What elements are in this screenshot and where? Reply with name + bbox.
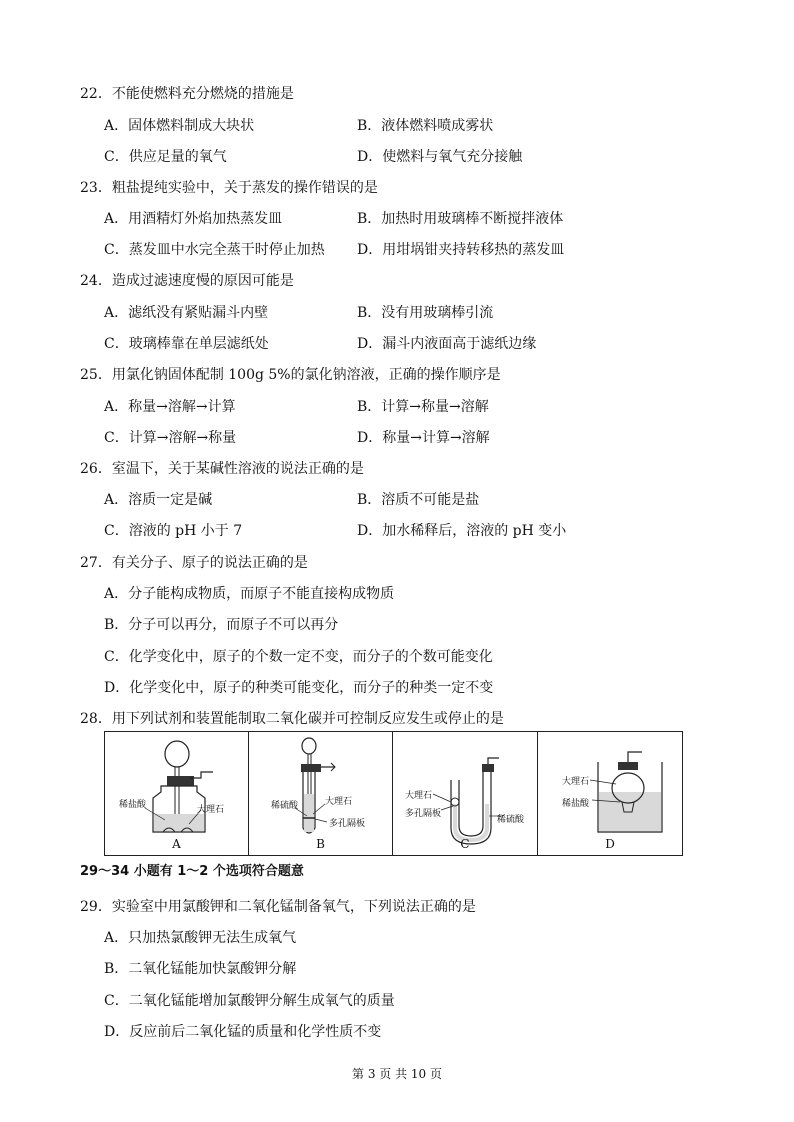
q27-option-c[interactable]: C．化学变化中，原子的个数一定不变，而分子的个数可能变化 xyxy=(104,649,493,665)
label-b-solid: 大理石 xyxy=(325,797,353,807)
q24-option-d[interactable]: D．漏斗内液面高于滤纸边缘 xyxy=(357,336,537,352)
label-d-solid: 大理石 xyxy=(562,777,590,787)
q29-option-a[interactable]: A．只加热氯酸钾无法生成氧气 xyxy=(104,930,297,946)
label-a-acid: 稀盐酸 xyxy=(119,800,147,810)
q26-option-b[interactable]: B．溶质不可能是盐 xyxy=(357,492,480,508)
apparatus-c[interactable] xyxy=(393,732,538,855)
q24-option-c[interactable]: C．玻璃棒靠在单层滤纸处 xyxy=(104,336,269,352)
caption-d: D xyxy=(605,837,615,851)
q24-option-b[interactable]: B．没有用玻璃棒引流 xyxy=(357,305,494,321)
caption-c: C xyxy=(460,837,470,851)
q26-option-d[interactable]: D．加水稀释后，溶液的 pH 变小 xyxy=(357,523,567,539)
q23-option-c[interactable]: C．蒸发皿中水完全蒸干时停止加热 xyxy=(104,242,325,258)
q25-option-c[interactable]: C．计算→溶解→称量 xyxy=(104,430,237,446)
page-footer: 第 3 页 共 10 页 xyxy=(352,1067,442,1081)
apparatus-a[interactable] xyxy=(105,732,249,855)
caption-a: A xyxy=(172,837,181,851)
q25-option-b[interactable]: B．计算→称量→溶解 xyxy=(357,399,489,415)
q27-option-b[interactable]: B．分子可以再分，而原子不可以再分 xyxy=(104,617,339,633)
q23-option-b[interactable]: B．加热时用玻璃棒不断搅拌液体 xyxy=(357,211,564,227)
label-c-plate: 多孔隔板 xyxy=(405,809,442,819)
apparatus-d[interactable] xyxy=(538,732,682,855)
question-29-stem: 29．实验室中用氯酸钾和二氧化锰制备氧气，下列说法正确的是 xyxy=(80,899,476,915)
q26-option-c[interactable]: C．溶液的 pH 小于 7 xyxy=(104,523,243,539)
q29-option-c[interactable]: C．二氧化锰能增加氯酸钾分解生成氧气的质量 xyxy=(104,993,395,1009)
question-26-stem: 26．室温下，关于某碱性溶液的说法正确的是 xyxy=(80,461,364,477)
label-b-acid: 稀硫酸 xyxy=(271,801,299,811)
q25-option-a[interactable]: A．称量→溶解→计算 xyxy=(104,399,236,415)
question-24-stem: 24．造成过滤速度慢的原因可能是 xyxy=(80,273,294,289)
label-b-plate: 多孔隔板 xyxy=(329,819,366,829)
question-28-stem: 28．用下列试剂和装置能制取二氧化碳并可控制反应发生或停止的是 xyxy=(80,711,504,727)
q22-option-c[interactable]: C．供应足量的氧气 xyxy=(104,149,227,165)
q22-option-d[interactable]: D．使燃料与氧气充分接触 xyxy=(357,149,523,165)
section-note: 29～34 小题有 1～2 个选项符合题意 xyxy=(80,864,304,879)
label-c-solid: 大理石 xyxy=(405,791,433,801)
q26-option-a[interactable]: A．溶质一定是碱 xyxy=(104,492,213,508)
question-25-stem: 25．用氯化钠固体配制 100g 5%的氯化钠溶液，正确的操作顺序是 xyxy=(80,367,501,383)
label-c-acid: 稀硫酸 xyxy=(497,815,525,825)
q23-option-d[interactable]: D．用坩埚钳夹持转移热的蒸发皿 xyxy=(357,242,565,258)
q25-option-d[interactable]: D．称量→计算→溶解 xyxy=(357,430,490,446)
q27-option-a[interactable]: A．分子能构成物质，而原子不能直接构成物质 xyxy=(104,586,395,602)
apparatus-b[interactable] xyxy=(249,732,393,855)
q29-option-d[interactable]: D．反应前后二氧化锰的质量和化学性质不变 xyxy=(104,1024,382,1040)
q23-option-a[interactable]: A．用酒精灯外焰加热蒸发皿 xyxy=(104,211,283,227)
label-d-acid: 稀盐酸 xyxy=(562,799,590,809)
q29-option-b[interactable]: B．二氧化锰能加快氯酸钾分解 xyxy=(104,961,297,977)
q22-option-b[interactable]: B．液体燃料喷成雾状 xyxy=(357,118,494,134)
caption-b: B xyxy=(316,837,325,851)
label-a-solid: 大理石 xyxy=(197,805,225,815)
question-22-stem: 22．不能使燃料充分燃烧的措施是 xyxy=(80,86,294,102)
question-27-stem: 27．有关分子、原子的说法正确的是 xyxy=(80,555,308,571)
q22-option-a[interactable]: A．固体燃料制成大块状 xyxy=(104,118,255,134)
apparatus-figure-table xyxy=(104,731,683,856)
question-23-stem: 23．粗盐提纯实验中，关于蒸发的操作错误的是 xyxy=(80,180,378,196)
q27-option-d[interactable]: D．化学变化中，原子的种类可能变化，而分子的种类一定不变 xyxy=(104,680,494,696)
q24-option-a[interactable]: A．滤纸没有紧贴漏斗内壁 xyxy=(104,305,269,321)
